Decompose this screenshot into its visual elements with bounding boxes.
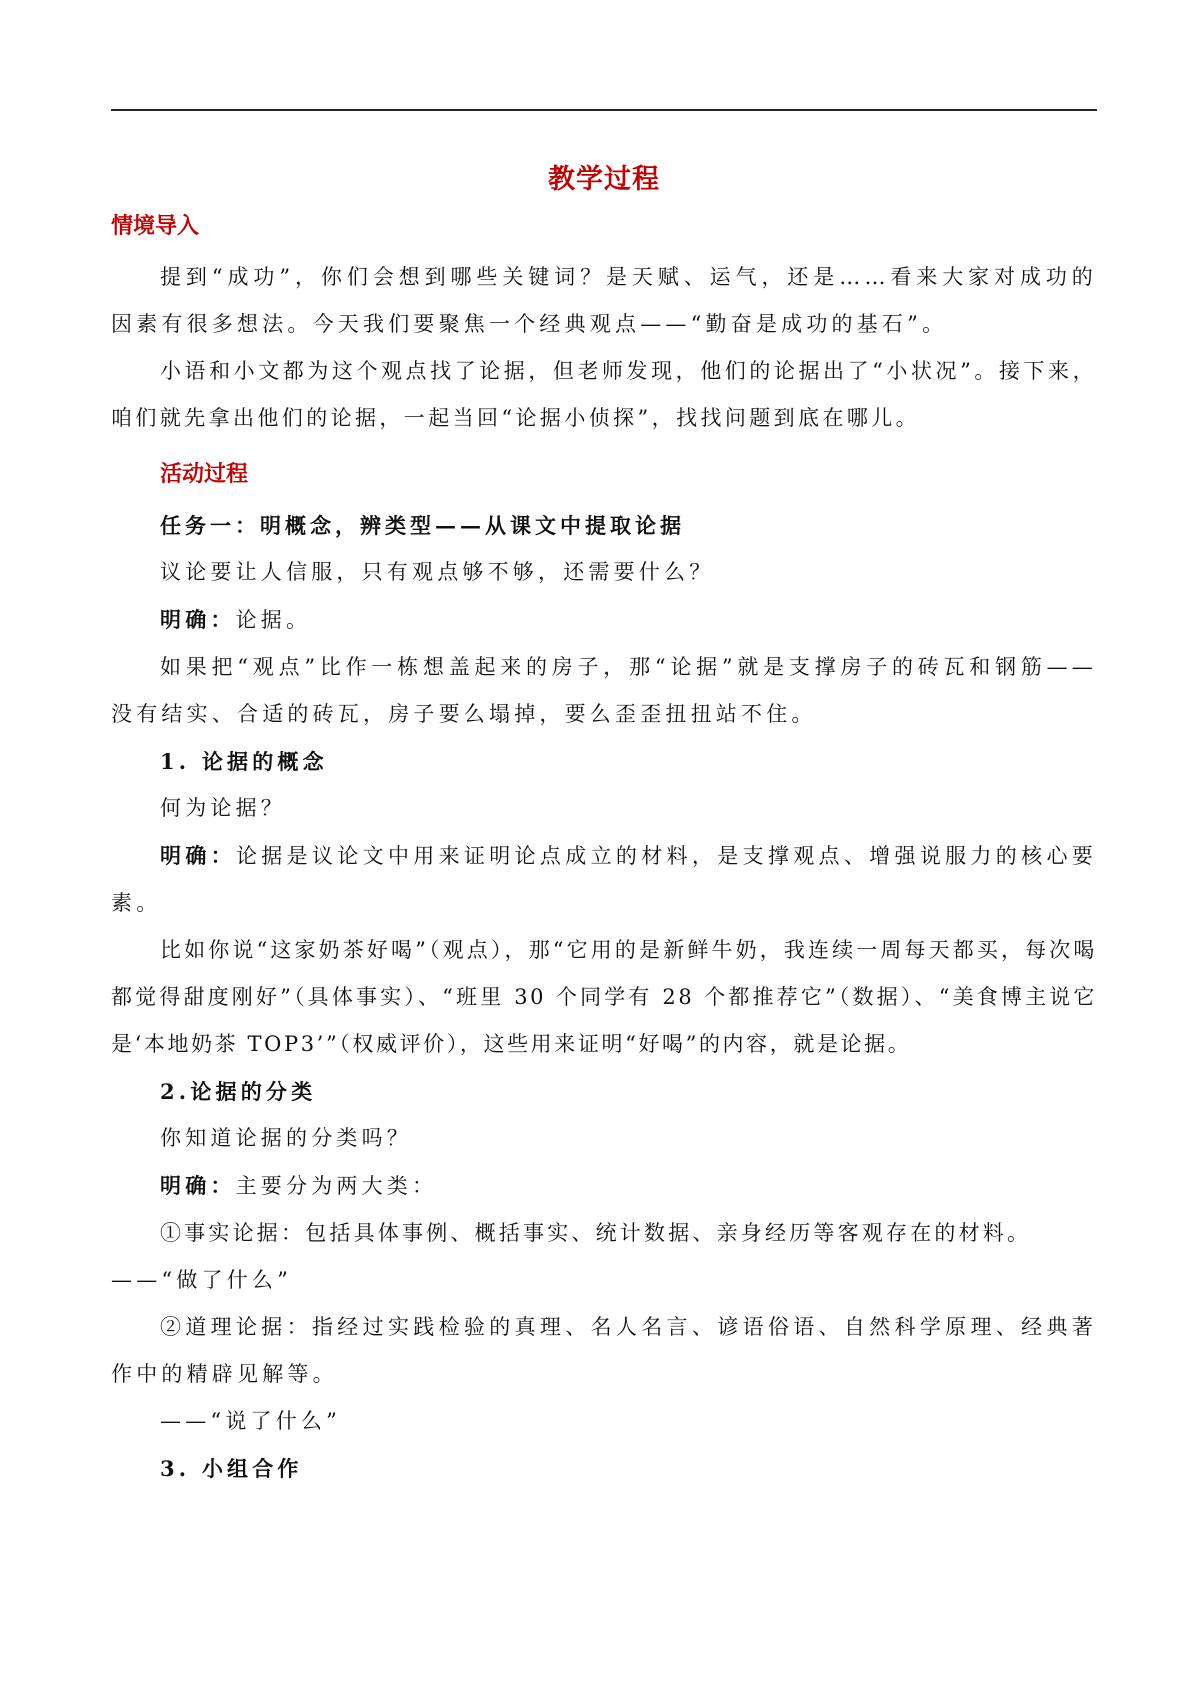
intro-paragraph-2: 小语和小文都为这个观点找了论据，但老师发现，他们的论据出了“小状况”。接下来，咱们就先拿出他们的论据，一起当回“论据小侦探”，找找问题到底在哪儿。 [111, 359, 1097, 430]
header-rule [111, 109, 1097, 111]
reason-note: ——“说了什么” [160, 1409, 342, 1433]
question-3: 你知道论据的分类吗？ [160, 1126, 412, 1150]
question-1: 议论要让人信服，只有观点够不够，还需要什么？ [160, 560, 715, 584]
subheading-group-work: 3. 小组合作 [160, 1456, 303, 1481]
document-body [111, 158, 1097, 1492]
fact-evidence: ①事实论据：包括具体事例、概括事实、统计数据、亲身经历等客观存在的材料。 [160, 1221, 1032, 1245]
question-2: 何为论据？ [160, 796, 286, 820]
answer-label: 明确： [160, 1173, 236, 1198]
fact-note: ——“做了什么” [111, 1268, 293, 1292]
answer-3 [111, 1162, 1097, 1210]
section-heading-intro: 情境导入 [111, 213, 200, 239]
answer-text: 论据。 [235, 608, 312, 632]
answer-label: 明确： [160, 607, 236, 632]
answer-label: 明确： [160, 843, 236, 868]
subheading-concept: 1. 论据的概念 [160, 749, 328, 774]
answer-1 [111, 596, 1097, 644]
analogy-paragraph: 如果把“观点”比作一栋想盖起来的房子，那“论据”就是支撑房子的砖瓦和钢筋——没有结实、合适的砖瓦，房子要么塌掉，要么歪歪扭扭站不住。 [111, 655, 1097, 726]
answer-text: 主要分为两大类： [235, 1174, 438, 1198]
task-heading: 任务一：明概念，辨类型——从课文中提取论据 [160, 513, 685, 538]
section-heading-activity: 活动过程 [160, 461, 249, 487]
page-title: 教学过程 [548, 164, 660, 195]
intro-paragraph-1: 提到“成功”，你们会想到哪些关键词？是天赋、运气，还是……看来大家对成功的因素有很多想法。今天我们要聚焦一个经典观点——“勤奋是成功的基石”。 [111, 265, 1097, 336]
subheading-classification: 2.论据的分类 [160, 1079, 317, 1104]
reason-evidence: ②道理论据：指经过实践检验的真理、名人名言、谚语俗语、自然科学原理、经典著作中的精辟见解等。 [111, 1315, 1097, 1386]
answer-2 [111, 832, 1097, 927]
answer-text: 论据是议论文中用来证明论点成立的材料，是支撑观点、增强说服力的核心要素。 [111, 844, 1097, 915]
example-paragraph: 比如你说“这家奶茶好喝”（观点），那“它用的是新鲜牛奶，我连续一周每天都买，每次喝都觉得甜度刚好”（具体事实）、“班里 30 个同学有 28 个都推荐它”（数据）、“美食博主说它是‘本地奶茶 TOP3’”（权威评价），这些用来证明“好喝”的内容，就是论据。 [111, 938, 1097, 1056]
